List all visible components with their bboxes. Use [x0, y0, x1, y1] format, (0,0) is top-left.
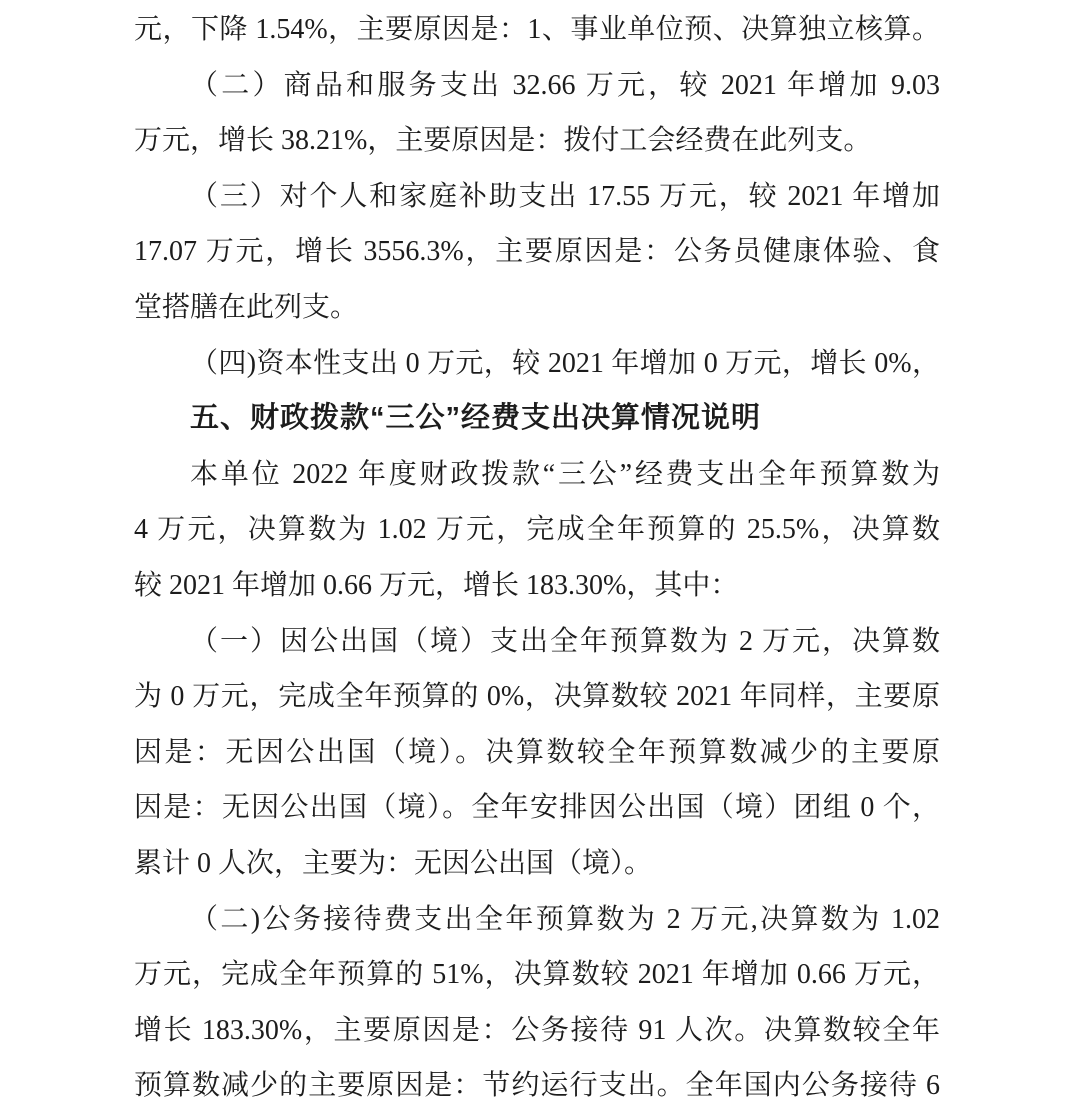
text-line: 17.07 万元，增长 3556.3%，主要原因是：公务员健康体验、食 [134, 236, 940, 268]
text-line: 因是：无因公出国（境）。全年安排因公出国（境）团组 0 个， [134, 792, 940, 824]
text-line: 万元，完成全年预算的 51%，决算数较 2021 年增加 0.66 万元， [134, 959, 940, 991]
text-line: （一）因公出国（境）支出全年预算数为 2 万元，决算数 [190, 625, 940, 657]
text-line: （二)公务接待费支出全年预算数为 2 万元,决算数为 1.02 [190, 903, 940, 935]
text-line: （三）对个人和家庭补助支出 17.55 万元，较 2021 年增加 [190, 180, 940, 212]
text-line: 累计 0 人次，主要为：无因公出国（境）。 [134, 847, 653, 879]
text-line: （二）商品和服务支出 32.66 万元，较 2021 年增加 9.03 [190, 69, 940, 101]
text-line: 增长 183.30%，主要原因是：公务接待 91 人次。决算数较全年 [134, 1014, 940, 1046]
text-line: 为 0 万元，完成全年预算的 0%，决算数较 2021 年同样，主要原 [134, 681, 940, 713]
text-line: （四)资本性支出 0 万元，较 2021 年增加 0 万元，增长 0%， [190, 347, 940, 379]
text-line: 堂搭膳在此列支。 [134, 291, 359, 323]
text-line: 4 万元，决算数为 1.02 万元，完成全年预算的 25.5%，决算数 [134, 514, 940, 546]
section-heading: 五、财政拨款“三公”经费支出决算情况说明 [190, 402, 762, 435]
text-line: 因是：无因公出国（境）。决算数较全年预算数减少的主要原 [134, 736, 940, 768]
text-line: 较 2021 年增加 0.66 万元，增长 183.30%，其中： [134, 569, 739, 601]
text-line: 本单位 2022 年度财政拨款“三公”经费支出全年预算数为 [190, 458, 940, 490]
text-line: 元，下降 1.54%，主要原因是：1、事业单位预、决算独立核算。 [134, 14, 940, 45]
text-line: 预算数减少的主要原因是：节约运行支出。全年国内公务接待 6 [134, 1070, 940, 1102]
text-line: 万元，增长 38.21%，主要原因是：拨付工会经费在此列支。 [134, 125, 872, 157]
